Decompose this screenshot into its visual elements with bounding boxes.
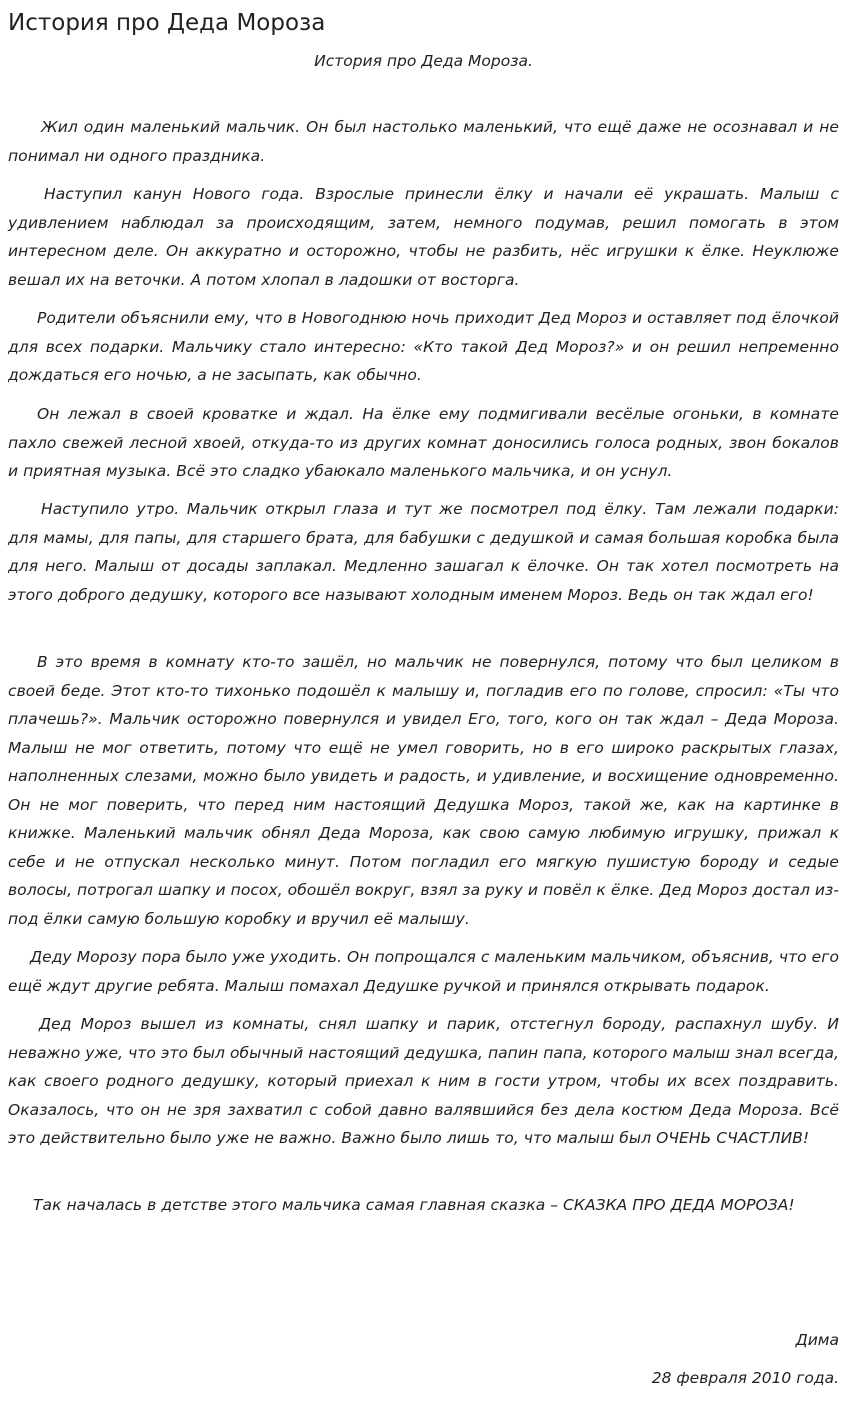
story-paragraph: Родители объяснили ему, что в Новогоднюю ночь приходит Дед Мороз и оставляет под ёлочкой для всех подарки. Мальчику стало интересно: «Кто такой Дед Мороз?» и он решил непременно дождаться его ночью, а не засыпать, как обычно. (8, 309, 839, 384)
story-date: 28 февраля 2010 года. (651, 1369, 839, 1387)
story-paragraph: В это время в комнату кто-то зашёл, но мальчик не повернулся, потому что был целиком в своей беде. Этот кто-то тихонько подошёл к малышу и, погладив его по голове, спросил: «Ты что плачешь?». Мальчик осторожно повернулся и увидел Его, того, кого он так ждал – Деда Мороза. Малыш не мог ответить, потому что ещё не умел говорить, но в его широко раскрытых глазах, наполненных слезами, можно было увидеть и радость, и удивление, и восхищение одновременно. Он не мог поверить, что перед ним настоящий Дедушка Мороз, такой же, как на картинке в книжке. Маленький мальчик обнял Деда Мороза, как свою самую любимую игрушку, прижал к себе и не отпускал несколько минут. Потом погладил его мягкую пушистую бороду и седые волосы, потрогал шапку и посох, обошёл вокруг, взял за руку и повёл к ёлке. Дед Мороз достал из-под ёлки самую большую коробку и вручил её малышу. (8, 653, 839, 928)
author-signature: Дима (795, 1331, 839, 1349)
story-paragraph: Наступил канун Нового года. Взрослые принесли ёлку и начали её украшать. Малыш с удивлением наблюдал за происходящим, затем, немного подумав, решил помогать в этом интересном деле. Он аккуратно и осторожно, чтобы не разбить, нёс игрушки к ёлке. Неуклюже вешал их на веточки. А потом хлопал в ладошки от восторга. (8, 185, 839, 289)
story-paragraph: Жил один маленький мальчик. Он был настолько маленький, что ещё даже не осознавал и не понимал ни одного праздника. (8, 118, 839, 165)
story-paragraph: Деду Морозу пора было уже уходить. Он попрощался с маленьким мальчиком, объяснив, что его ещё ждут другие ребята. Малыш помахал Дедушке ручкой и принялся открывать подарок. (8, 948, 839, 995)
story-subtitle: История про Деда Мороза. (314, 52, 533, 70)
story-paragraph: Так началась в детстве этого мальчика самая главная сказка – СКАЗКА ПРО ДЕДА МОРОЗА! (33, 1196, 795, 1214)
story-paragraph: Дед Мороз вышел из комнаты, снял шапку и парик, отстегнул бороду, распахнул шубу. И неважно уже, что это был обычный настоящий дедушка, папин папа, которого малыш знал всегда, как своего родного дедушку, который приехал к ним в гости утром, чтобы их всех поздравить. Оказалось, что он не зря захватил с собой давно валявшийся без дела костюм Деда Мороза. Всё это действительно было уже не важно. Важно было лишь то, что малыш был ОЧЕНЬ СЧАСТЛИВ! (8, 1015, 839, 1147)
story-paragraph: Он лежал в своей кроватке и ждал. На ёлке ему подмигивали весёлые огоньки, в комнате пахло свежей лесной хвоей, откуда-то из других комнат доносились голоса родных, звон бокалов и приятная музыка. Всё это сладко убаюкало маленького мальчика, и он уснул. (8, 405, 839, 480)
page-title: История про Деда Мороза (8, 10, 326, 36)
story-paragraph: Наступило утро. Мальчик открыл глаза и тут же посмотрел под ёлку. Там лежали подарки: для мамы, для папы, для старшего брата, для бабушки с дедушкой и самая большая коробка была для него. Малыш от досады заплакал. Медленно зашагал к ёлочке. Он так хотел посмотреть на этого доброго дедушку, которого все называют холодным именем Мороз. Ведь он так ждал его! (8, 500, 839, 604)
